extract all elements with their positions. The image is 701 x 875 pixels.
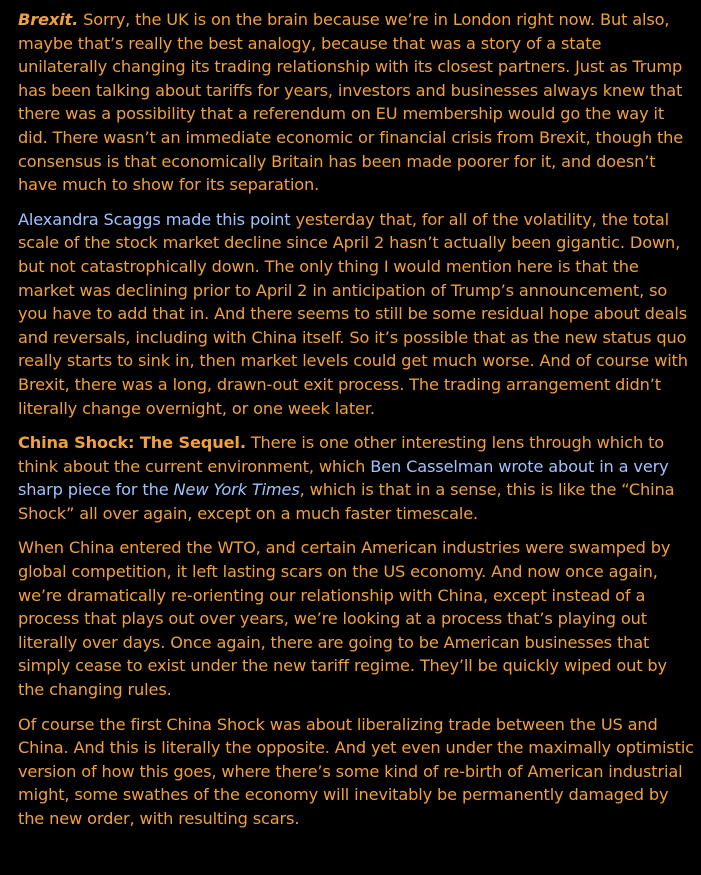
link-nyt-piece-text: wrote about in a very sharp piece for the — [18, 456, 669, 500]
china-shock-lead: China Shock: The Sequel. — [18, 433, 246, 453]
paragraph-china-shock-sequel — [18, 431, 695, 525]
china-shock-text-2: , which is that in a sense, this is like the “China Shock” all over again, except on a much faster timescale. — [18, 480, 675, 523]
wto-text: When China entered the WTO, and certain American industries were swamped by global competition, it left lasting scars on the US economy. And now once again, we’re dramatically re-orienting our relationship with China, except instead of a process that plays out over years, we’re looking at a process that’s playing out literally over days. Once again, there are going to be American businesses that simply cease to exist under the new tariff regime. They’ll be quickly wiped out by the changing rules. — [18, 538, 671, 700]
brexit-text: Sorry, the UK is on the brain because we’re in London right now. But also, maybe that’s really the best analogy, because that was a story of a state unilaterally changing its trading relationship with its closest partners. Just as Trump has been talking about tariffs for years, investors and businesses always knew that there was a possibility that a referendum on EU membership would go the way it did. There wasn’t an immediate economic or financial crisis from Brexit, though the consensus is that economically Britain has been made poorer for it, and doesn’t have much to show for its separation. — [18, 10, 684, 195]
first-china-shock-text: Of course the first China Shock was about liberalizing trade between the US and China. And this is literally the opposite. And yet even under the maximally optimistic version of how this goes, where there’s some kind of re-birth of American industrial might, some swathes of the economy will inevitably be permanently damaged by the new order, with resulting scars. — [18, 714, 694, 828]
link-made-this-point[interactable]: made this point — [165, 209, 291, 229]
link-ben-casselman[interactable]: Ben Casselman — [370, 456, 494, 476]
paragraph-first-china-shock — [18, 713, 695, 831]
paragraph-market-decline — [18, 208, 695, 420]
link-alexandra-scaggs[interactable]: Alexandra Scaggs — [18, 209, 161, 229]
china-shock-text-1: There is one other interesting lens through which to think about the current environment, which — [18, 433, 665, 476]
paragraph-brexit — [18, 8, 695, 197]
brexit-lead: Brexit. — [18, 10, 79, 29]
link-nyt-publication: New York Times — [173, 480, 300, 500]
paragraph-wto — [18, 536, 695, 701]
market-decline-text: yesterday that, for all of the volatility, the total scale of the stock market decline since April 2 hasn’t actually been gigantic. Down, but not catastrophically down. The only thing I would mention here is that the market was declining prior to April 2 in anticipation of Trump’s announcement, so you have to add that in. And there seems to still be some residual hope about deals and reversals, including with China itself. So it’s possible that as the new status quo really starts to sink in, then market levels could get much worse. And of course with Brexit, there was a long, drawn-out exit process. The trading arrangement didn’t literally change overnight, or one week later. — [18, 209, 688, 418]
